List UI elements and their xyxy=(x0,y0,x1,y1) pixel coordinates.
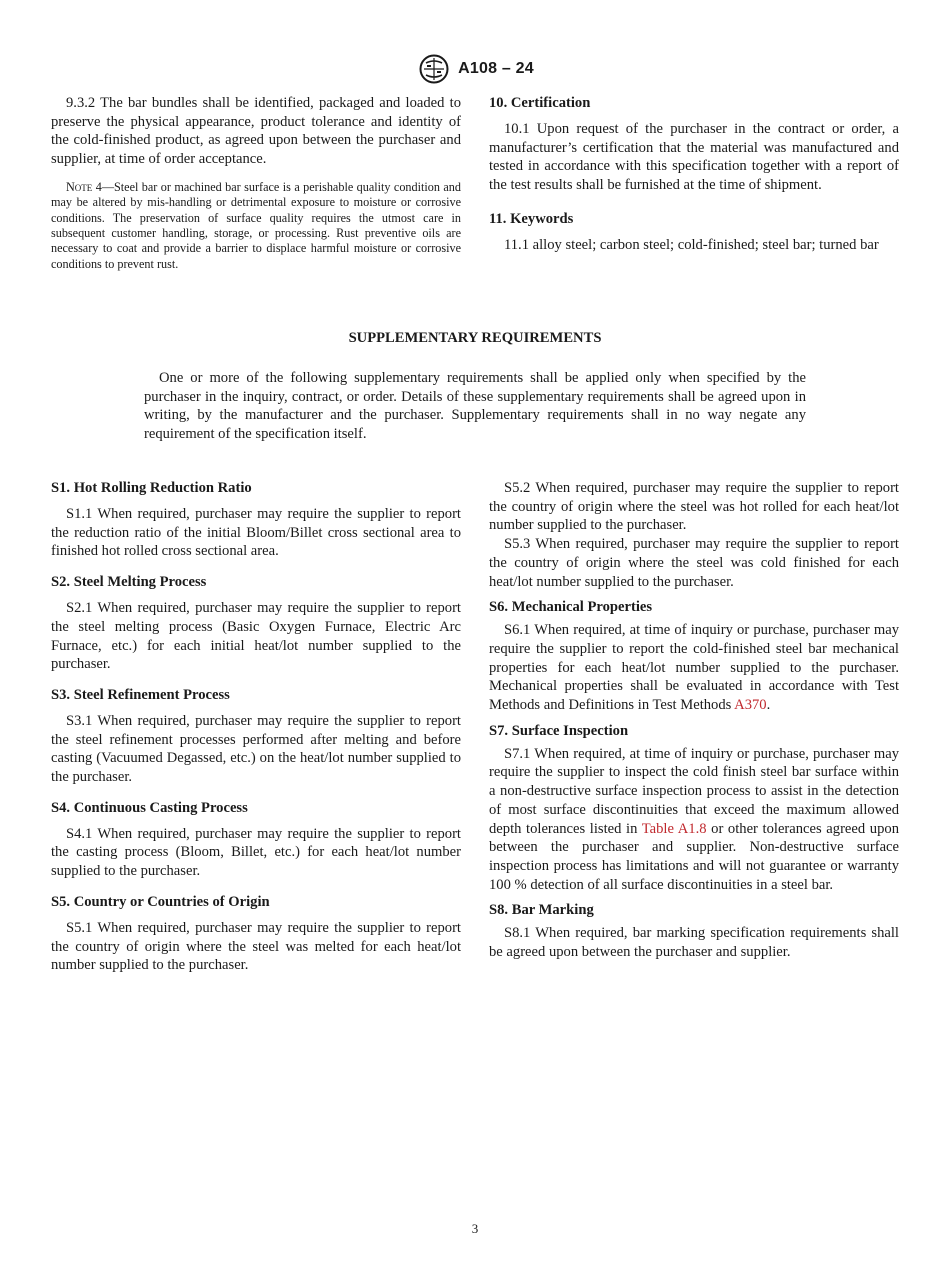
paragraph-s2-1: S2.1 When required, purchaser may require the supplier to report the steel melting process (Basic Oxygen Furnace, Electric Arc Furnace, etc.) for each initial heat/lot number supplied to the purchaser. xyxy=(51,600,461,673)
paragraph-10-1: 10.1 Upon request of the purchaser in the contract or order, a manufacturer’s certification that the material was manufactured and tested in accordance with this specification together with a report of the test results shall be furnished at the time of shipment. xyxy=(489,121,899,194)
paragraph-s5-2: S5.2 When required, purchaser may require the supplier to report the country of origin where the steel was hot rolled for each heat/lot number supplied to the purchaser. xyxy=(489,480,899,534)
s8-title: S8. Bar Marking xyxy=(489,902,594,919)
paragraph-s8-1: S8.1 When required, bar marking specification requirements shall be agreed upon between the purchaser and supplier. xyxy=(489,925,899,961)
section-11-title: 11. Keywords xyxy=(489,210,574,227)
paragraph-9-3-2: 9.3.2 The bar bundles shall be identified, packaged and loaded to preserve the physical appearance, product tolerance and identity of the cold-finished product, as agreed upon between the purchaser and supplier, at time of order acceptance. xyxy=(51,95,461,168)
supplementary-intro: One or more of the following supplementary requirements shall be applied only when specified by the purchaser in the inquiry, contract, or order. Details of these supplementary requirements shall be agreed upon in writing, by the manufacturer and the purchaser. Supplementary requirements shall in no way negate any requirement of the specification itself. xyxy=(144,370,806,443)
paragraph-s1-1: S1.1 When required, purchaser may require the supplier to report the reduction ratio of the initial Bloom/Billet cross sectional area to finished hot rolled cross sectional area. xyxy=(51,506,461,560)
s5-title: S5. Country or Countries of Origin xyxy=(51,893,270,910)
paragraph-11-1: 11.1 alloy steel; carbon steel; cold-finished; steel bar; turned bar xyxy=(504,236,879,253)
a370-link[interactable]: A370 xyxy=(734,697,767,714)
paragraph-s3-1: S3.1 When required, purchaser may require the supplier to report the steel refinement processes performed after melting and before casting (Vacuumed Degassed, etc.) on the heat/lot number supplied to the purchaser. xyxy=(51,712,461,786)
astm-logo-icon xyxy=(416,54,452,84)
s6-title: S6. Mechanical Properties xyxy=(489,599,653,616)
page-header xyxy=(0,54,950,84)
s7-title: S7. Surface Inspection xyxy=(489,722,629,739)
section-10-title: 10. Certification xyxy=(489,95,591,111)
paragraph-s5-1: S5.1 When required, purchaser may require the supplier to report the country of origin where the steel was melted for each heat/lot number supplied to the purchaser. xyxy=(51,919,461,974)
left-column-top xyxy=(51,94,461,272)
s7-1-end: or other tolerances agreed upon between the purchaser and supplier. Non-destructive surface inspection process has limitations and will not guarantee or warranty 100 % detection of all surface discontinuities in a steel bar. xyxy=(489,820,899,893)
paragraph-s6-1 xyxy=(489,621,899,715)
document-id: A108 – 24 xyxy=(458,60,534,77)
s6-1-text: S6.1 When required, at time of inquiry or purchase, purchaser may require the supplier to report the cold-finished steel bar mechanical properties for each heat/lot number supplied to the purchaser. Mechanical properties shall be evaluated in accordance with Test Methods and Definitions in Test Methods xyxy=(489,622,899,714)
right-column-bottom xyxy=(489,479,899,962)
s4-title: S4. Continuous Casting Process xyxy=(51,799,248,816)
s1-title: S1. Hot Rolling Reduction Ratio xyxy=(51,480,252,496)
page-number: 3 xyxy=(471,1221,479,1236)
s6-1-end: . xyxy=(766,697,771,714)
s7-1-text: S7.1 When required, at time of inquiry or purchase, purchaser may require the supplier to inspect the cold finish steel bar surface within a non-destructive surface inspection process to assist in the detection of most surface discontinuities that exceed the maximum allowed depth tolerances listed in xyxy=(489,745,899,837)
left-column-bottom xyxy=(51,479,461,975)
paragraph-s5-3: S5.3 When required, purchaser may require the supplier to report the country of origin where the steel was cold finished for each heat/lot number supplied to the purchaser. xyxy=(489,536,899,590)
note-label: Note xyxy=(66,179,93,194)
paragraph-s4-1: S4.1 When required, purchaser may require the supplier to report the casting process (Bloom, Billet, etc.) for each heat/lot number supplied to the purchaser. xyxy=(51,825,461,880)
paragraph-s7-1 xyxy=(489,745,899,895)
right-column-top xyxy=(489,94,899,255)
supplementary-title: SUPPLEMENTARY REQUIREMENTS xyxy=(348,330,602,346)
note-text: 4—Steel bar or machined bar surface is a perishable quality condition and may be altered by mis-handling or detrimental exposure to moisture or corrosive conditions. The preservation of surface quality requires the utmost care in subsequent customer handling, storage, or processing. Rust preventive oils are necessary to coat and provide a barrier to displace harmful moisture or corrosive conditions to prevent rust. xyxy=(51,179,461,271)
table-a1-8-link[interactable]: Table A1.8 xyxy=(641,820,707,837)
s3-title: S3. Steel Refinement Process xyxy=(51,686,230,703)
s2-title: S2. Steel Melting Process xyxy=(51,574,207,591)
note-4 xyxy=(51,180,461,272)
